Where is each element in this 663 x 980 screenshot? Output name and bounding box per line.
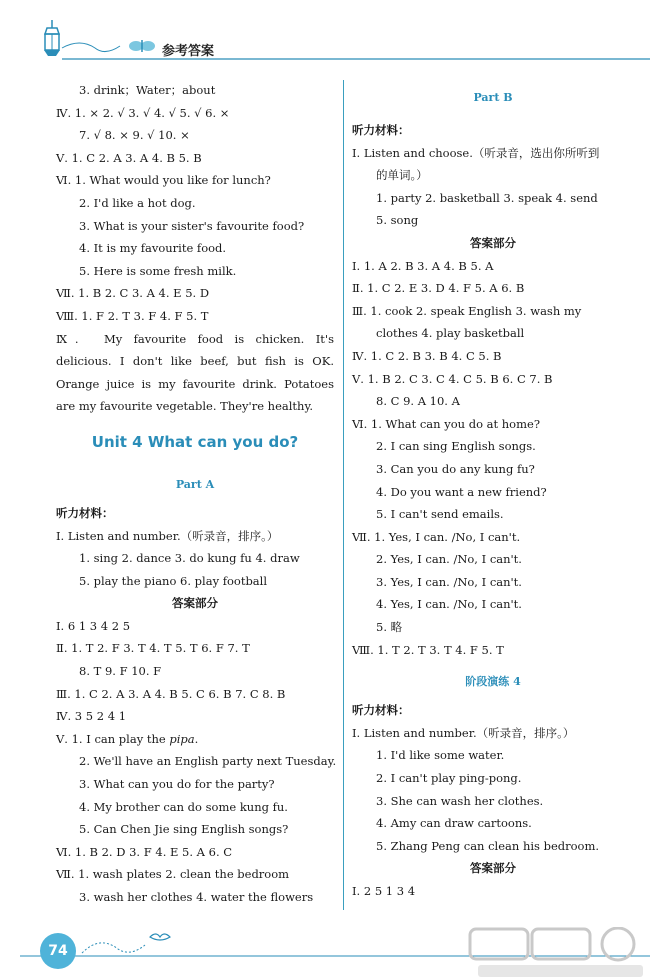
butterfly-icon: [129, 40, 155, 52]
answer-line: 的单词。）: [376, 168, 428, 183]
section-heading: 答案部分: [470, 861, 516, 876]
page-header: [0, 0, 663, 66]
answer-line: Ⅴ. 1. C 2. A 3. A 4. B 5. B: [56, 150, 202, 165]
answer-line: Ⅳ. 1. × 2. √ 3. √ 4. √ 5. √ 6. ×: [56, 105, 230, 120]
answer-line: Ⅵ. 1. What would you like for lunch?: [56, 173, 271, 188]
answer-line: 2. I'd like a hot dog.: [79, 195, 196, 210]
answer-text: Ⅴ. 1. I can play the: [56, 731, 170, 746]
page-footer: [0, 915, 663, 980]
answer-line: 4. Amy can draw cartoons.: [376, 816, 532, 831]
column-divider: [343, 80, 344, 910]
answer-line: 3. What is your sister's favourite food?: [79, 218, 305, 233]
answer-line: 3. She can wash her clothes.: [376, 793, 544, 808]
watermark-logo: [468, 927, 653, 979]
part-heading: Part B: [473, 91, 513, 104]
section-heading: 听力材料：: [352, 703, 410, 718]
answer-line: 5. song: [376, 213, 419, 228]
answer-line: 1. sing 2. dance 3. do kung fu 4. draw: [79, 551, 300, 566]
answer-line: 2. Yes, I can. /No, I can't.: [376, 552, 522, 567]
unit-title: Unit 4 What can you do?: [91, 432, 299, 451]
right-column: [352, 66, 634, 903]
answer-line: Ⅲ. 1. cook 2. speak English 3. wash my: [352, 303, 582, 318]
answer-line: 2. We'll have an English party next Tuesday.: [79, 754, 337, 769]
answer-line: Ⅳ. 1. C 2. B 3. B 4. C 5. B: [352, 348, 502, 363]
part-heading: Part A: [175, 477, 215, 491]
answer-line: 3. Yes, I can. /No, I can't.: [376, 574, 522, 589]
answer-line: Ⅵ. 1. B 2. D 3. F 4. E 5. A 6. C: [56, 844, 233, 859]
answer-line: 5. Zhang Peng can clean his bedroom.: [376, 838, 600, 853]
left-column: [56, 66, 337, 909]
answer-line: 4. It is my favourite food.: [79, 241, 227, 256]
stage-heading: 阶段演练 4: [465, 675, 521, 689]
answer-line: 5. Here is some fresh milk.: [79, 263, 237, 278]
lantern-icon: [44, 20, 60, 56]
paragraph: [56, 328, 334, 418]
answer-line: 5. 略: [376, 620, 403, 635]
answer-line: Ⅴ. 1. B 2. C 3. C 4. C 5. B 6. C 7. B: [352, 371, 553, 386]
answer-line: Ⅶ. 1. wash plates 2. clean the bedroom: [56, 867, 290, 882]
answer-line: Ⅱ. 1. T 2. F 3. T 4. T 5. T 6. F 7. T: [56, 641, 250, 656]
section-heading: 答案部分: [172, 596, 218, 611]
answer-line: Ⅷ. 1. T 2. T 3. T 4. F 5. T: [352, 642, 504, 657]
answer-line: Ⅵ. 1. What can you do at home?: [352, 416, 540, 431]
answer-line: 4. Do you want a new friend?: [376, 484, 547, 499]
answer-line: 3. Can you do any kung fu?: [376, 461, 535, 476]
italic-word: pipa: [169, 731, 195, 746]
section-heading: 答案部分: [470, 235, 516, 250]
answer-line: Ⅰ. 2 5 1 3 4: [352, 884, 416, 898]
answer-line: 1. party 2. basketball 3. speak 4. send: [376, 190, 598, 205]
answer-text: .: [194, 731, 199, 746]
answer-line: 3. drink；Water；about: [79, 83, 216, 97]
answer-line: 2. I can't play ping-pong.: [376, 771, 522, 786]
header-title: 参考答案: [162, 44, 215, 59]
answer-line: 4. Yes, I can. /No, I can't.: [376, 597, 522, 612]
answer-line: 5. I can't send emails.: [376, 507, 504, 522]
answer-line: Ⅱ. 1. C 2. E 3. D 4. F 5. A 6. B: [352, 281, 525, 296]
section-heading: 听力材料：: [56, 505, 114, 520]
answer-line: 4. My brother can do some kung fu.: [79, 799, 288, 814]
answer-line: 8. T 9. F 10. F: [79, 664, 162, 679]
section-label: Ⅸ.: [56, 331, 79, 346]
answer-line: Ⅰ. 1. A 2. B 3. A 4. B 5. A: [352, 258, 494, 273]
answer-line: Ⅰ. Listen and number.（听录音，排序。）: [352, 725, 575, 740]
answer-line: 5. play the piano 6. play football: [79, 573, 268, 588]
paragraph-text: My favourite food is chicken. It's delicious. I don't like beef, but fish is OK. Orange juice is my favourite drink. Potatoes are my favourite vegetable. They're healthy.: [56, 331, 334, 414]
answer-line: 5. Can Chen Jie sing English songs?: [79, 822, 289, 837]
answer-line: Ⅶ. 1. Yes, I can. /No, I can't.: [352, 529, 521, 544]
answer-line: Ⅰ. 6 1 3 4 2 5: [56, 618, 131, 633]
answer-line: Ⅰ. Listen and choose.（听录音，选出你所听到: [352, 145, 600, 160]
answer-line: 8. C 9. A 10. A: [376, 394, 460, 409]
answer-line: 3. What can you do for the party?: [79, 777, 275, 792]
header-decoration: [0, 0, 663, 66]
section-heading: 听力材料：: [352, 123, 410, 137]
bird-icon: [150, 934, 170, 940]
answer-line: clothes 4. play basketball: [376, 326, 525, 341]
answer-line: 3. wash her clothes 4. water the flowers: [79, 890, 314, 904]
answer-line: Ⅷ. 1. F 2. T 3. F 4. F 5. T: [56, 308, 209, 323]
answer-line: 2. I can sing English songs.: [376, 439, 536, 454]
answer-line: 1. I'd like some water.: [376, 748, 505, 763]
answer-line: Ⅰ. Listen and number.（听录音，排序。）: [56, 528, 279, 543]
answer-line: [56, 728, 334, 751]
answer-line: Ⅶ. 1. B 2. C 3. A 4. E 5. D: [56, 286, 210, 301]
answer-line: 7. √ 8. × 9. √ 10. ×: [79, 128, 190, 143]
answer-line: Ⅳ. 3 5 2 4 1: [56, 709, 127, 724]
page-number: 74: [40, 933, 76, 969]
answer-line: Ⅲ. 1. C 2. A 3. A 4. B 5. C 6. B 7. C 8. B: [56, 686, 286, 701]
